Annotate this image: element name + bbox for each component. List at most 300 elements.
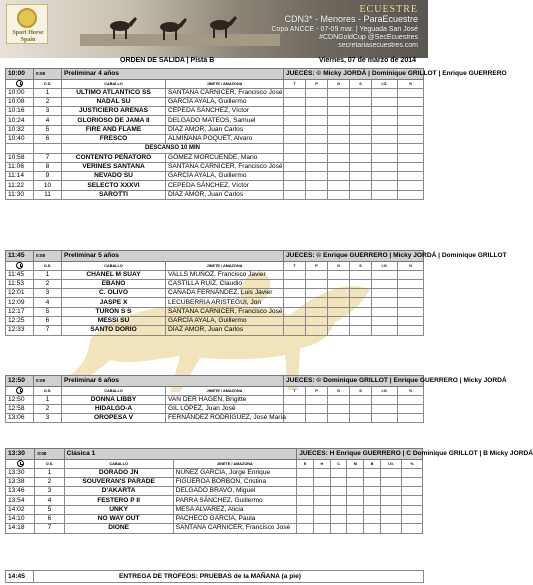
score-cell [398, 134, 424, 143]
score-cell [372, 88, 398, 97]
schedule-table-prelim-4 [5, 68, 507, 200]
col-s: S [350, 386, 372, 395]
score-cell [398, 326, 424, 335]
score-cell [306, 190, 328, 199]
score-cell [401, 477, 422, 486]
score-cell [372, 326, 398, 335]
score-cell [328, 116, 350, 125]
rider-name: ALMIÑANA POQUET, Alvaro [166, 134, 284, 143]
score-cell [350, 88, 372, 97]
start-time: 10:00 [6, 88, 34, 97]
clock-icon [17, 460, 24, 467]
score-cell [350, 181, 372, 190]
score-cell [328, 125, 350, 134]
class-name: Preliminar 5 años [62, 251, 284, 262]
score-cell [372, 153, 398, 162]
start-time: 12:50 [6, 395, 34, 404]
rider-name: LECUBERRIA ARISTEGUI, Jon [166, 298, 284, 307]
score-cell [398, 279, 424, 288]
score-cell [284, 172, 306, 181]
score-cell [306, 116, 328, 125]
score-cell [350, 395, 372, 404]
table-row [6, 477, 423, 486]
score-cell [398, 125, 424, 134]
start-time: 10:58 [6, 153, 34, 162]
score-cell [284, 162, 306, 171]
score-cell [306, 270, 328, 279]
break-label: DESCANSO 10 MIN [62, 144, 284, 153]
start-order: 2 [34, 279, 62, 288]
score-cell [350, 125, 372, 134]
score-cell [364, 477, 381, 486]
horse-name: MESSI SU [62, 316, 166, 325]
rider-name: CEPEDA SÁNCHEZ, Víctor [166, 107, 284, 116]
score-cell [398, 414, 424, 423]
score-cell [372, 134, 398, 143]
page-title: ORDEN DE SALIDA | Pista B [120, 57, 215, 64]
order-heading-row [0, 55, 428, 67]
rider-name: GARCÍA AYALA, Guillermo [166, 172, 284, 181]
start-order: 5 [34, 307, 62, 316]
score-cell [297, 487, 314, 496]
section-duration: 0:08 [34, 69, 62, 80]
score-cell [372, 172, 398, 181]
score-cell [398, 289, 424, 298]
col-rider: JINETE / AMAZONA [173, 459, 297, 468]
score-cell [284, 270, 306, 279]
horse-name: ULTIMO ATLANTICO SS [62, 88, 166, 97]
score-cell [380, 468, 401, 477]
score-cell [364, 524, 381, 533]
rider-name: NÚÑEZ GARCÍA, Jorge Enrique [173, 468, 297, 477]
score-cell [306, 172, 328, 181]
schedule-table-prelim-5 [5, 250, 507, 336]
score-cell [364, 496, 381, 505]
score-cell [306, 181, 328, 190]
start-time: 10:08 [6, 97, 34, 106]
score-cell [398, 172, 424, 181]
score-cell [284, 298, 306, 307]
horse-name: JUSTICIERO ARENAS [62, 107, 166, 116]
horse-name: DIONE [64, 524, 173, 533]
score-cell [380, 496, 401, 505]
table-row [6, 162, 424, 171]
final-table [5, 570, 424, 583]
score-cell [398, 107, 424, 116]
table-row [6, 514, 423, 523]
clock-icon-cell [6, 79, 34, 88]
table-row [6, 316, 424, 325]
score-cell [398, 190, 424, 199]
score-cell [328, 162, 350, 171]
col-rider: JINETE / AMAZONA [166, 261, 284, 270]
rider-name: VALLS MUÑOZ, Francisco Javier [166, 270, 284, 279]
start-time: 10:40 [6, 134, 34, 143]
score-cell [350, 107, 372, 116]
final-label: ENTREGA DE TROFEOS: PRUEBAS de la MAÑANA (a pie) [34, 571, 424, 583]
score-cell [401, 487, 422, 496]
score-cell [398, 162, 424, 171]
table-row [6, 181, 424, 190]
score-cell [398, 270, 424, 279]
horse-name: SANTO DORIO [62, 326, 166, 335]
clock-icon [16, 262, 23, 269]
score-cell [328, 279, 350, 288]
horse-name: NO WAY OUT [64, 514, 173, 523]
start-time: 13:46 [6, 487, 35, 496]
score-cell [306, 414, 328, 423]
section-duration: 0:08 [34, 376, 62, 387]
start-order: 1 [34, 395, 62, 404]
table-row [6, 414, 424, 423]
col-pct: % [398, 79, 424, 88]
start-order: 6 [34, 134, 62, 143]
start-order: 4 [34, 116, 62, 125]
score-cell [328, 134, 350, 143]
table-row [6, 505, 423, 514]
judges-label: JUECES: © Enrique GUERRERO | Micky JORDÁ | Dominique GRILLOT [284, 251, 424, 262]
score-cell [401, 468, 422, 477]
score-cell [380, 514, 401, 523]
score-cell [328, 153, 350, 162]
start-order: 1 [34, 270, 62, 279]
score-cell [372, 279, 398, 288]
table-row [6, 125, 424, 134]
banner-website[interactable]: secretariasecuestres.com [338, 42, 418, 49]
start-time: 13:30 [6, 468, 35, 477]
score-cell [347, 524, 364, 533]
col-s: S [350, 261, 372, 270]
start-time: 12:25 [6, 316, 34, 325]
section-title [62, 69, 284, 80]
score-cell [328, 88, 350, 97]
score-cell [380, 487, 401, 496]
judges-label: JUECES: © Dominique GRILLOT | Enrique GUERRERO | Micky JORDÁ [284, 376, 424, 387]
horse-name: HIDALGO-A [62, 404, 166, 413]
score-cell [306, 107, 328, 116]
horse-name: SAROTTI [62, 190, 166, 199]
score-cell [297, 505, 314, 514]
score-cell [306, 289, 328, 298]
rider-name: PARRA SÁNCHEZ, Guillermo [173, 496, 297, 505]
horse-name: FESTERO P II [64, 496, 173, 505]
score-cell [372, 190, 398, 199]
break-row [6, 144, 424, 153]
score-cell [350, 162, 372, 171]
score-cell [398, 307, 424, 316]
col-g: G [328, 79, 350, 88]
start-order: 3 [34, 414, 62, 423]
start-order: 4 [35, 496, 64, 505]
score-cell [350, 190, 372, 199]
start-order: 3 [34, 289, 62, 298]
section-header [6, 251, 424, 262]
col-t: T [284, 79, 306, 88]
start-time: 11:53 [6, 279, 34, 288]
score-cell [328, 326, 350, 335]
column-headers [6, 386, 424, 395]
start-time: 11:22 [6, 181, 34, 190]
score-cell [330, 496, 347, 505]
start-time: 10:32 [6, 125, 34, 134]
score-cell [372, 97, 398, 106]
score-cell [330, 477, 347, 486]
col-os: O.S. [35, 459, 64, 468]
score-cell [347, 496, 364, 505]
table-row [6, 270, 424, 279]
score-cell [347, 505, 364, 514]
score-cell [313, 505, 330, 514]
start-time: 12:01 [6, 289, 34, 298]
score-cell [284, 134, 306, 143]
score-cell [313, 524, 330, 533]
banner-title: ECUESTRE [359, 4, 418, 15]
score-cell [372, 107, 398, 116]
section-header [6, 69, 424, 80]
score-cell [306, 307, 328, 316]
horse-name: C. OLIVO [62, 289, 166, 298]
col-t: T [284, 261, 306, 270]
score-cell [372, 414, 398, 423]
rider-name: SANTANA CARNICER, Francisco José [166, 88, 284, 97]
score-cell [313, 487, 330, 496]
start-order: 10 [34, 181, 62, 190]
col-horse: CABALLO [64, 459, 173, 468]
rider-name: DÍAZ AMOR, Juan Carlos [166, 326, 284, 335]
section-duration: 0:08 [34, 251, 62, 262]
start-time: 13:38 [6, 477, 35, 486]
score-cell [350, 153, 372, 162]
rider-name: SANTANA CARNICER, Francisco José [173, 524, 297, 533]
score-cell [284, 153, 306, 162]
score-cell [350, 404, 372, 413]
score-cell [330, 505, 347, 514]
schedule-table-clasica-1 [5, 448, 533, 534]
score-cell [401, 524, 422, 533]
table-row [6, 487, 423, 496]
judges-label: JUECES: © Micky JORDÁ | Dominique GRILLOT | Enrique GUERRERO [284, 69, 424, 80]
start-time: 12:09 [6, 298, 34, 307]
header-banner [0, 0, 428, 58]
score-cell [401, 514, 422, 523]
clock-icon [16, 387, 23, 394]
column-headers [6, 261, 424, 270]
start-time: 11:06 [6, 162, 34, 171]
score-cell [328, 395, 350, 404]
start-order: 2 [35, 477, 64, 486]
score-cell [297, 477, 314, 486]
start-time: 11:45 [6, 270, 34, 279]
score-cell [350, 307, 372, 316]
col-ig: I.G. [372, 386, 398, 395]
horse-name: CONTENTO PEÑATORO [62, 153, 166, 162]
score-cell [364, 487, 381, 496]
score-cell [328, 289, 350, 298]
rider-name: SANTANA CARNICER, Francisco José [166, 162, 284, 171]
score-cell [328, 270, 350, 279]
table-row [6, 172, 424, 181]
score-cell [328, 404, 350, 413]
horse-name: VERINES SANTANA [62, 162, 166, 171]
rider-name: CEPEDA SÁNCHEZ, Víctor [166, 181, 284, 190]
class-name: Clásica 1 [64, 449, 297, 460]
start-order: 7 [34, 326, 62, 335]
start-order: 2 [34, 404, 62, 413]
start-time: 14:02 [6, 505, 35, 514]
trophy-row [6, 571, 424, 583]
table-row [6, 88, 424, 97]
column-headers [6, 459, 423, 468]
start-time: 12:17 [6, 307, 34, 316]
score-cell [306, 298, 328, 307]
start-order: 8 [34, 162, 62, 171]
score-cell [313, 468, 330, 477]
score-cell [350, 326, 372, 335]
start-time: 14:18 [6, 524, 35, 533]
score-cell [328, 190, 350, 199]
score-cell [313, 496, 330, 505]
score-cell [330, 487, 347, 496]
start-time: 10:24 [6, 116, 34, 125]
score-cell [372, 298, 398, 307]
rider-name: DÍAZ AMOR, Juan Carlos [166, 125, 284, 134]
score-cell [350, 414, 372, 423]
score-cell [328, 298, 350, 307]
rider-name: DELGADO MATEOS, Samuel [166, 116, 284, 125]
class-name: Preliminar 6 años [62, 376, 284, 387]
column-headers [6, 79, 424, 88]
score-cell [401, 505, 422, 514]
score-cell [313, 514, 330, 523]
score-cell [328, 97, 350, 106]
rider-name: MESA ALVAREZ, Alicia [173, 505, 297, 514]
score-cell [350, 279, 372, 288]
score-cell [297, 496, 314, 505]
score-cell [350, 316, 372, 325]
start-order: 6 [35, 514, 64, 523]
score-cell [328, 307, 350, 316]
section-header [6, 376, 424, 387]
score-cell [328, 181, 350, 190]
rider-name: GARCÍA AYALA, Guillermo [166, 97, 284, 106]
score-cell [297, 468, 314, 477]
score-cell [330, 524, 347, 533]
rider-name: CAÑADA FERNÁNDEZ, Luis Javier [166, 289, 284, 298]
col-horse: CABALLO [62, 79, 166, 88]
section-time: 13:30 [6, 449, 35, 460]
table-row [6, 395, 424, 404]
start-order: 2 [34, 97, 62, 106]
start-order: 6 [34, 316, 62, 325]
score-cell [306, 153, 328, 162]
col-p: P [306, 386, 328, 395]
horse-name: FIRE AND FLAME [62, 125, 166, 134]
score-cell [398, 153, 424, 162]
horse-name: TURON S S [62, 307, 166, 316]
score-cell [372, 162, 398, 171]
score-cell [372, 289, 398, 298]
score-cell [284, 88, 306, 97]
col-os: O.S. [34, 79, 62, 88]
col-pct: % [398, 386, 424, 395]
score-cell [313, 477, 330, 486]
score-cell [398, 116, 424, 125]
score-cell [284, 125, 306, 134]
rider-name: GÓMEZ MORCUENDE, Mario [166, 153, 284, 162]
score-cell [328, 414, 350, 423]
score-cell [306, 404, 328, 413]
col-e: E [297, 459, 314, 468]
start-time: 11:14 [6, 172, 34, 181]
score-cell [364, 514, 381, 523]
col-c: C [330, 459, 347, 468]
clock-icon [16, 80, 23, 87]
start-order: 3 [34, 107, 62, 116]
score-cell [284, 279, 306, 288]
score-cell [398, 316, 424, 325]
final-time: 14:45 [6, 571, 34, 583]
table-row [6, 524, 423, 533]
horse-name: SELECTO XXXVI [62, 181, 166, 190]
score-cell [284, 326, 306, 335]
rows-a [6, 88, 424, 144]
col-os: O.S. [34, 386, 62, 395]
rider-name: GIL LÓPEZ, Juan José [166, 404, 284, 413]
start-time: 13:06 [6, 414, 34, 423]
start-time: 12:58 [6, 404, 34, 413]
col-p: P [306, 261, 328, 270]
table-row [6, 404, 424, 413]
score-cell [364, 468, 381, 477]
score-cell [306, 316, 328, 325]
start-order: 4 [34, 298, 62, 307]
score-cell [398, 97, 424, 106]
start-order: 11 [34, 190, 62, 199]
score-cell [284, 107, 306, 116]
score-cell [350, 134, 372, 143]
score-cell [284, 395, 306, 404]
horses-photo-icon [80, 6, 280, 46]
score-cell [372, 116, 398, 125]
score-cell [372, 307, 398, 316]
banner-event: CDN3* - Menores - ParaEcuestre [284, 14, 418, 24]
start-order: 5 [35, 505, 64, 514]
horse-name: JASPE X [62, 298, 166, 307]
table-row [6, 326, 424, 335]
section-time: 10:00 [6, 69, 34, 80]
score-cell [284, 316, 306, 325]
col-horse: CABALLO [62, 386, 166, 395]
score-cell [347, 468, 364, 477]
score-cell [350, 298, 372, 307]
score-cell [306, 125, 328, 134]
start-order: 1 [34, 88, 62, 97]
table-row [6, 496, 423, 505]
rider-name: PACHECO GARCÍA, Paula [173, 514, 297, 523]
banner-hashtag: #CDNGoldCup @SecEcuestres [319, 34, 418, 41]
score-cell [350, 270, 372, 279]
rows [6, 270, 424, 335]
score-cell [347, 487, 364, 496]
start-order: 5 [34, 125, 62, 134]
start-order: 9 [34, 172, 62, 181]
horse-name: FRESCO [62, 134, 166, 143]
start-time: 11:30 [6, 190, 34, 199]
rider-name: DELGADO BRAVO, Miguel [173, 487, 297, 496]
col-pct: % [398, 261, 424, 270]
section-time: 11:45 [6, 251, 34, 262]
horse-name: EBANO [62, 279, 166, 288]
